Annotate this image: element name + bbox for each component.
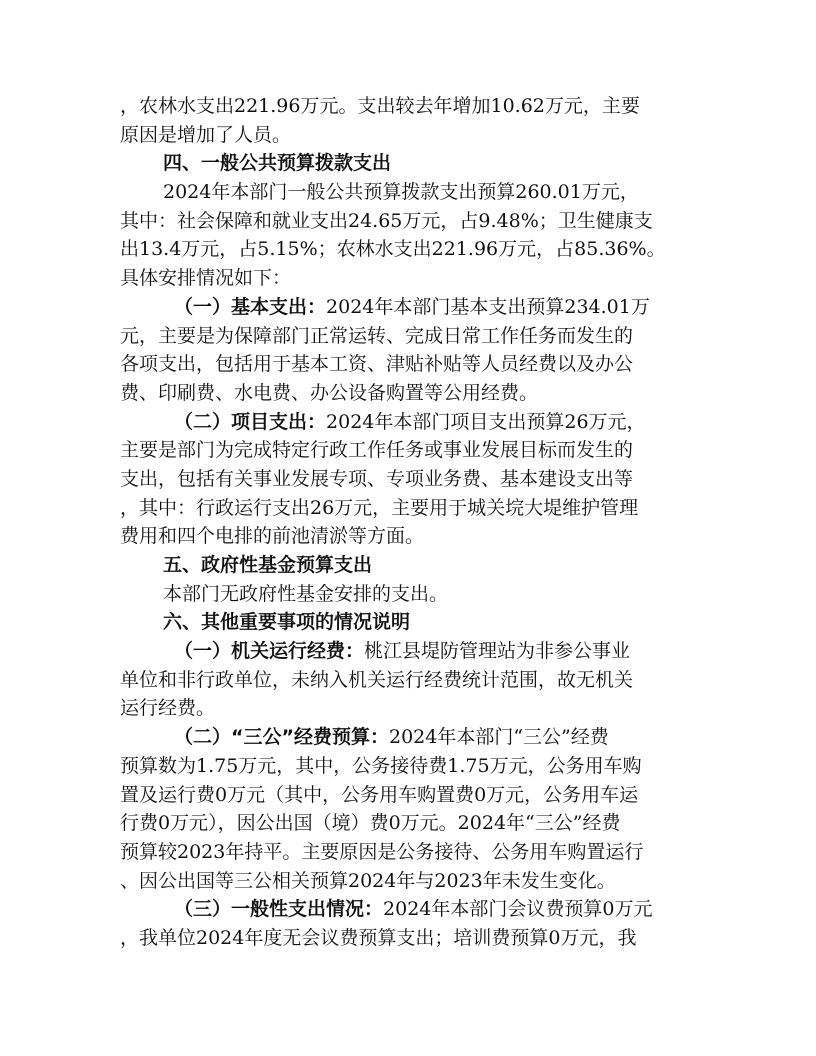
body-line: 主要是部门为完成特定行政工作任务或事业发展目标而发生的 <box>120 439 634 462</box>
body-line: ，其中：行政运行支出26万元，主要用于城关垸大堤维护管理 <box>120 496 639 519</box>
body-line: 本部门无政府性基金安排的支出。 <box>163 582 449 605</box>
body-line: 预算数为1.75万元，其中，公务接待费1.75万元，公务用车购 <box>120 754 642 777</box>
agency-ops-label: （一）机关运行经费： <box>174 640 365 663</box>
body-line: 出13.4万元，占5.15%；农林水支出221.96万元，占85.36%。 <box>120 238 666 261</box>
body-line: 运行经费。 <box>120 697 216 720</box>
basic-expenditure-line <box>120 293 816 322</box>
body-line: 费用和四个电排的前池清淤等方面。 <box>120 525 425 548</box>
three-public-line <box>120 723 816 752</box>
body-line: 预算较2023年持平。主要原因是公务接待、公务用车购置运行 <box>120 840 644 863</box>
basic-expenditure-label: （一）基本支出： <box>174 295 327 318</box>
body-line: 单位和非行政单位，未纳入机关运行经费统计范围，故无机关 <box>120 668 634 691</box>
project-expenditure-label: （二）项目支出： <box>174 410 327 433</box>
body-text: 2024年本部门会议费预算0万元 <box>383 898 653 921</box>
body-line: 元，主要是为保障部门正常运转、完成日常工作任务而发生的 <box>120 324 634 347</box>
section-heading-5: 五、政府性基金预算支出 <box>163 554 373 576</box>
body-line: 原因是增加了人员。 <box>120 123 292 146</box>
project-expenditure-line <box>120 408 816 437</box>
body-line: 置及运行费0万元（其中，公务用车购置费0万元，公务用车运 <box>120 783 639 806</box>
body-line: 、因公出国等三公相关预算2024年与2023年未发生变化。 <box>120 869 616 892</box>
section-heading-4: 四、一般公共预算拨款支出 <box>163 152 392 175</box>
section-heading-6: 六、其他重要事项的情况说明 <box>163 611 411 634</box>
body-text: 桃江县堤防管理站为非参公事业 <box>364 640 631 663</box>
body-text: 2024年本部门“三公”经费 <box>388 726 609 749</box>
body-line: ，我单位2024年度无会议费预算支出；培训费预算0万元，我 <box>120 926 637 949</box>
body-line: 2024年本部门一般公共预算拨款支出预算260.01万元， <box>163 181 639 204</box>
agency-ops-line <box>120 637 816 666</box>
three-public-label: （二）“三公”经费预算： <box>174 726 389 749</box>
body-line: 行费0万元），因公出国（境）费0万元。2024年“三公”经费 <box>120 812 621 835</box>
body-line: ，农林水支出221.96万元。支出较去年增加10.62万元，主要 <box>120 95 640 117</box>
body-line: 支出，包括有关事业发展专项、专项业务费、基本建设支出等 <box>120 467 634 490</box>
body-line: 具体安排情况如下： <box>120 267 292 290</box>
body-text: 2024年本部门项目支出预算26万元， <box>326 410 646 433</box>
body-line: 费、印刷费、水电费、办公设备购置等公用经费。 <box>120 381 539 404</box>
body-line: 其中：社会保障和就业支出24.65万元，占9.48%；卫生健康支 <box>120 209 653 232</box>
body-text: 2024年本部门基本支出预算234.01万 <box>326 295 650 318</box>
general-expenditure-label: （三）一般性支出情况： <box>174 898 384 921</box>
body-line: 各项支出，包括用于基本工资、津贴补贴等人员经费以及办公 <box>120 353 634 376</box>
general-expenditure-line <box>120 895 816 924</box>
